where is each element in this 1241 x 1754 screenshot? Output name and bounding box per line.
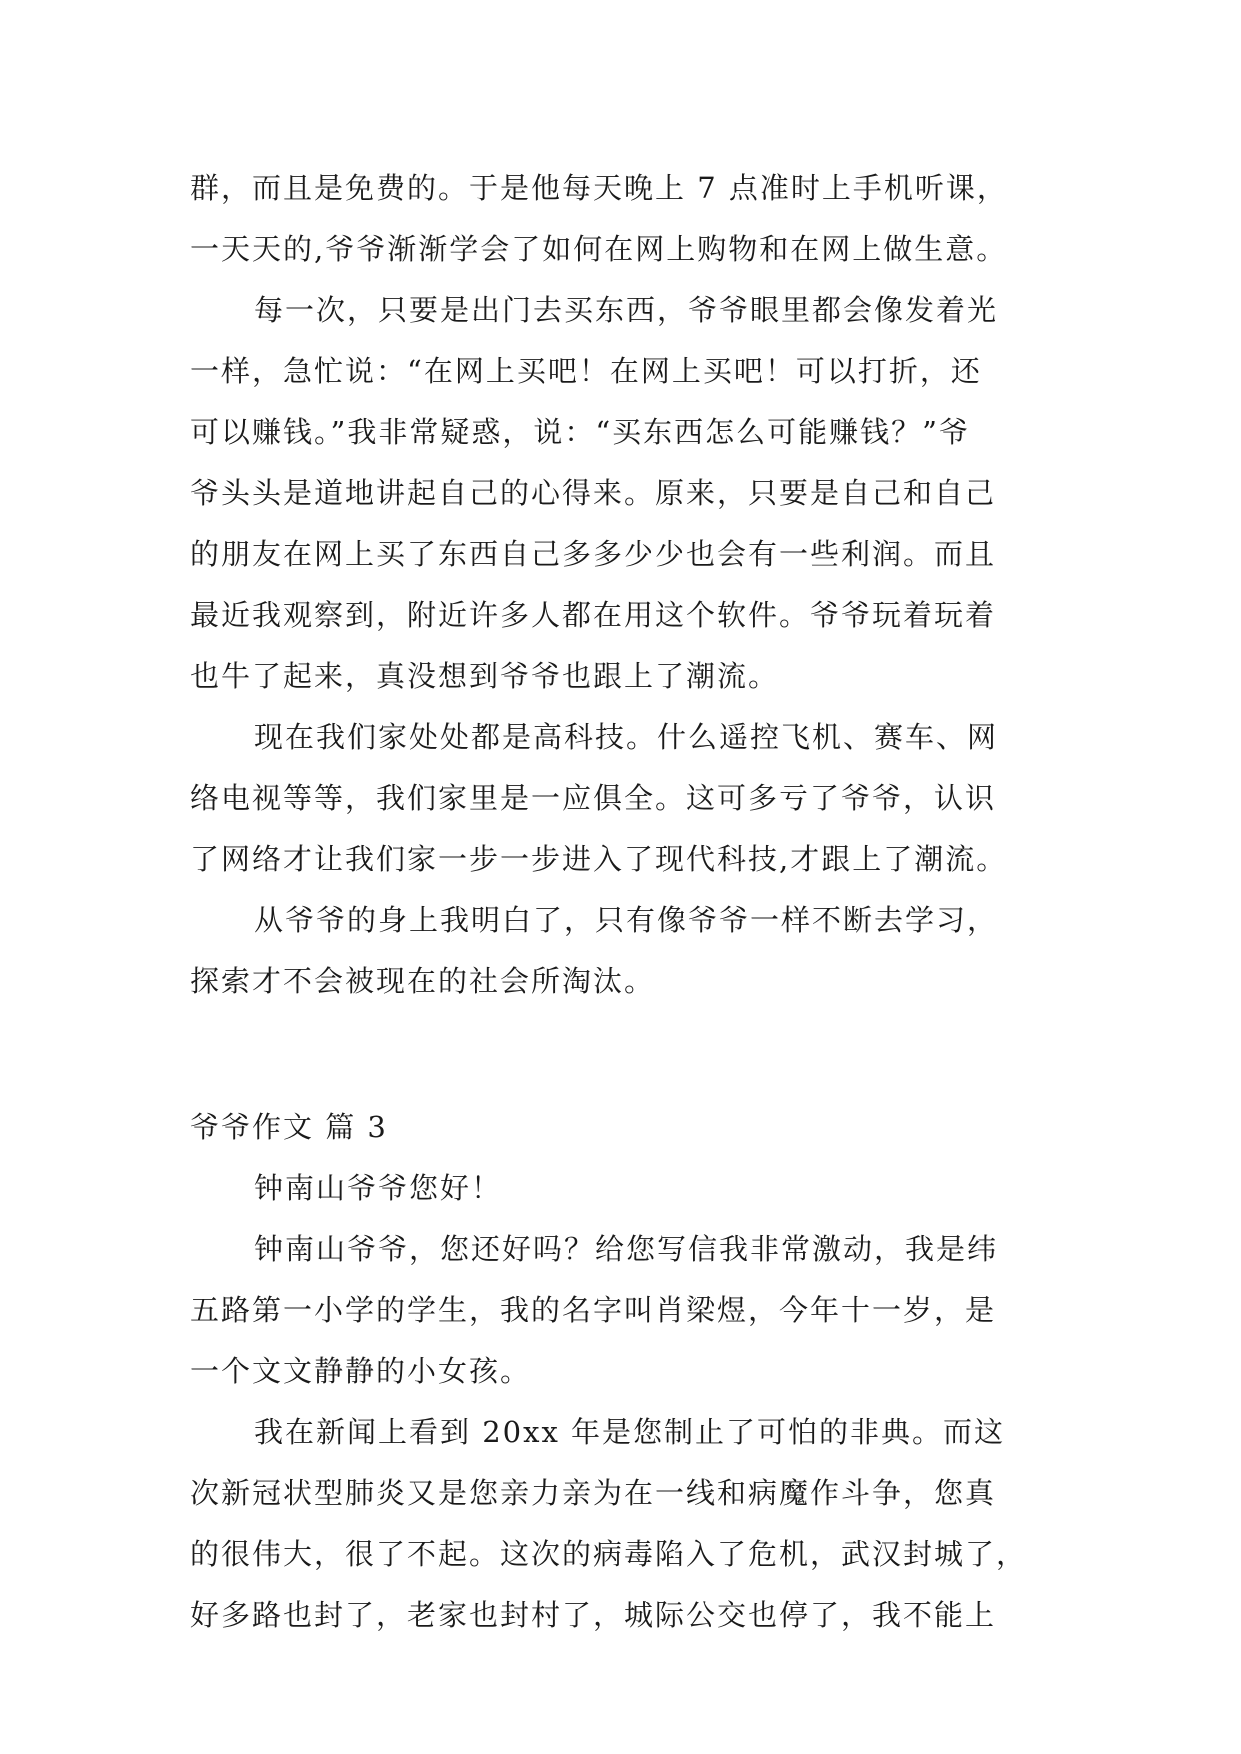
text-line: 次新冠状型肺炎又是您亲力亲为在一线和病魔作斗争，您真: [190, 1476, 997, 1510]
paragraph: [190, 890, 1090, 1012]
text-line: 最近我观察到，附近许多人都在用这个软件。爷爷玩着玩着: [190, 598, 997, 632]
paragraph: [190, 280, 1090, 707]
paragraph: [190, 1158, 1090, 1219]
greeting-line: 钟南山爷爷您好！: [254, 1171, 503, 1205]
paragraph: [190, 707, 1090, 890]
paragraph: [190, 1219, 1090, 1402]
text-line: 现在我们家处处都是高科技。什么遥控飞机、赛车、网: [254, 720, 999, 754]
text-line: 钟南山爷爷，您还好吗？给您写信我非常激动，我是纬: [254, 1232, 999, 1266]
text-line: 探索才不会被现在的社会所淘汰。: [190, 964, 656, 998]
text-line: 群，而且是免费的。于是他每天晚上 7 点准时上手机听课，: [190, 171, 1008, 205]
text-line: 也牛了起来，真没想到爷爷也跟上了潮流。: [190, 659, 780, 693]
text-line: 每一次，只要是出门去买东西，爷爷眼里都会像发着光: [254, 293, 999, 327]
text-line: 五路第一小学的学生，我的名字叫肖梁煜，今年十一岁，是: [190, 1293, 997, 1327]
text-line: 好多路也封了，老家也封村了，城际公交也停了，我不能上: [190, 1598, 997, 1632]
text-line: 了网络才让我们家一步一步进入了现代科技,才跟上了潮流。: [190, 842, 1008, 876]
section-gap: [190, 1012, 1090, 1097]
text-line: 的很伟大，很了不起。这次的病毒陷入了危机，武汉封城了，: [190, 1537, 1028, 1571]
text-line: 一个文文静静的小女孩。: [190, 1354, 532, 1388]
text-line: 一样，急忙说：“在网上买吧！在网上买吧！可以打折，还: [190, 354, 982, 388]
text-line: 一天天的,爷爷渐渐学会了如何在网上购物和在网上做生意。: [190, 232, 1008, 266]
text-line: 的朋友在网上买了东西自己多多少少也会有一些利润。而且: [190, 537, 997, 571]
text-line: 爷头头是道地讲起自己的心得来。原来，只要是自己和自己: [190, 476, 997, 510]
section-heading: 爷爷作文 篇 3: [190, 1110, 388, 1144]
document-body: [190, 158, 1090, 1646]
paragraph: [190, 1402, 1090, 1646]
text-line: 我在新闻上看到 20xx 年是您制止了可怕的非典。而这: [254, 1415, 1006, 1449]
paragraph: [190, 158, 1090, 280]
text-line: 络电视等等，我们家里是一应俱全。这可多亏了爷爷，认识: [190, 781, 997, 815]
text-line: 可以赚钱。”我非常疑惑，说：“买东西怎么可能赚钱？”爷: [190, 415, 970, 449]
text-line: 从爷爷的身上我明白了，只有像爷爷一样不断去学习，: [254, 903, 999, 937]
